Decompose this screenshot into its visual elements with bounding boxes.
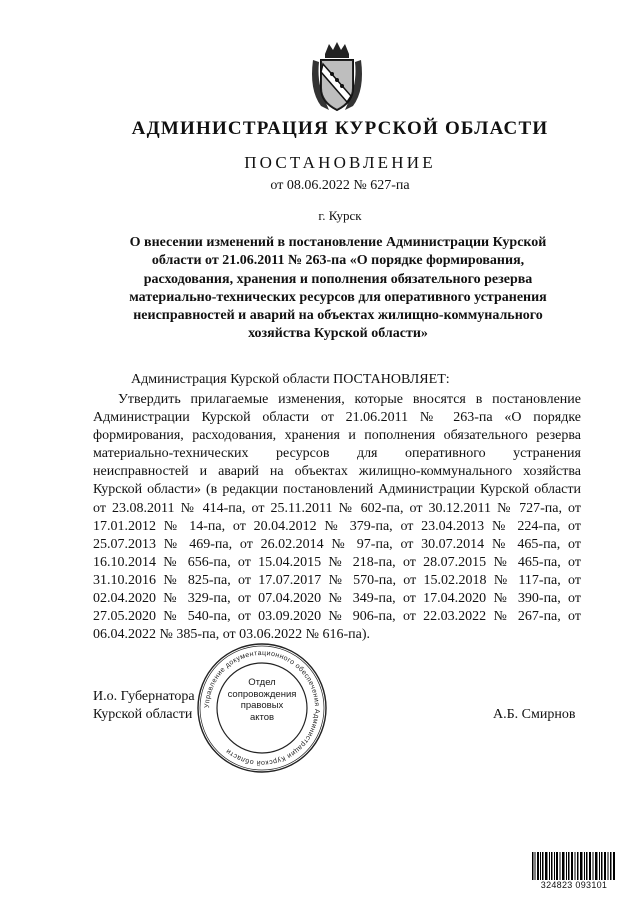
- coat-of-arms-icon: [307, 40, 367, 114]
- stamp-line-1: Отдел: [248, 677, 276, 688]
- barcode-number: 324823 093101: [540, 880, 608, 890]
- stamp-center-text: [196, 677, 328, 723]
- resolution-paragraph: Утвердить прилагаемые изменения, которые вносятся в постановление Администрации Курской области от 21.06.2011 № 263-па «О порядке формирования, расходования, хранения и пополнения обязательного резерва материально-технических ресурсов для оперативного устранения неисправностей и аварий на объектах жилищно-коммунального хозяйства Курской области» (в редакции постановлений Администрации Курской области от 23.08.2011 № 414-па, от 25.11.2011 № 602-па, от 30.12.2011 № 727-па, от 17.01.2012 № 14-па, от 20.04.2012 № 379-па, от 23.04.2013 № 224-па, от 25.07.2013 № 469-па, от 26.02.2014 № 97-па, от 30.07.2014 № 465-па, от 16.10.2014 № 656-па, от 15.04.2015 № 218-па, от 28.07.2015 № 465-па, от 31.10.2016 № 825-па, от 17.07.2017 № 570-па, от 15.02.2018 № 117-па, от 02.04.2020 № 329-па, от 07.04.2020 № 349-па, от 17.04.2020 № 390-па, от 27.05.2020 № 540-па, от 03.09.2020 № 906-па, от 22.03.2022 № 267-па, от 06.04.2022 № 385-па, от 03.06.2022 № 616-па).: [93, 392, 581, 643]
- stamp-line-2: сопровождения: [227, 688, 297, 700]
- document-city: г. Курск: [318, 208, 362, 223]
- organization-title: АДМИНИСТРАЦИЯ КУРСКОЙ ОБЛАСТИ: [131, 118, 549, 139]
- stamp-ring-text: Управление документационного обеспечения Администрации Курской области: [203, 649, 321, 767]
- resolution-intro: Администрация Курской области ПОСТАНОВЛЯЕТ:: [131, 372, 450, 387]
- document-date-number: от 08.06.2022 № 627-па: [270, 178, 410, 193]
- signatory-position-line2: Курской области: [93, 707, 193, 722]
- signatory-position: [93, 688, 195, 724]
- stamp-line-3: правовых: [240, 700, 284, 711]
- document-subject: О внесении изменений в постановление Администрации Курской области от 21.06.2011 № 263-па «О порядке формирования, расходования, хранения и пополнения обязательного резерва материально-технических ресурсов для оперативного устранения неисправностей и аварий на объектах жилищно-коммунального хозяйства Курской области»: [129, 235, 547, 342]
- document-type: ПОСТАНОВЛЕНИЕ: [244, 153, 436, 172]
- signatory-name: А.Б. Смирнов: [493, 707, 576, 722]
- signatory-position-line1: И.о. Губернатора: [93, 689, 195, 704]
- barcode-icon: [532, 852, 616, 880]
- stamp-line-4: актов: [249, 711, 275, 723]
